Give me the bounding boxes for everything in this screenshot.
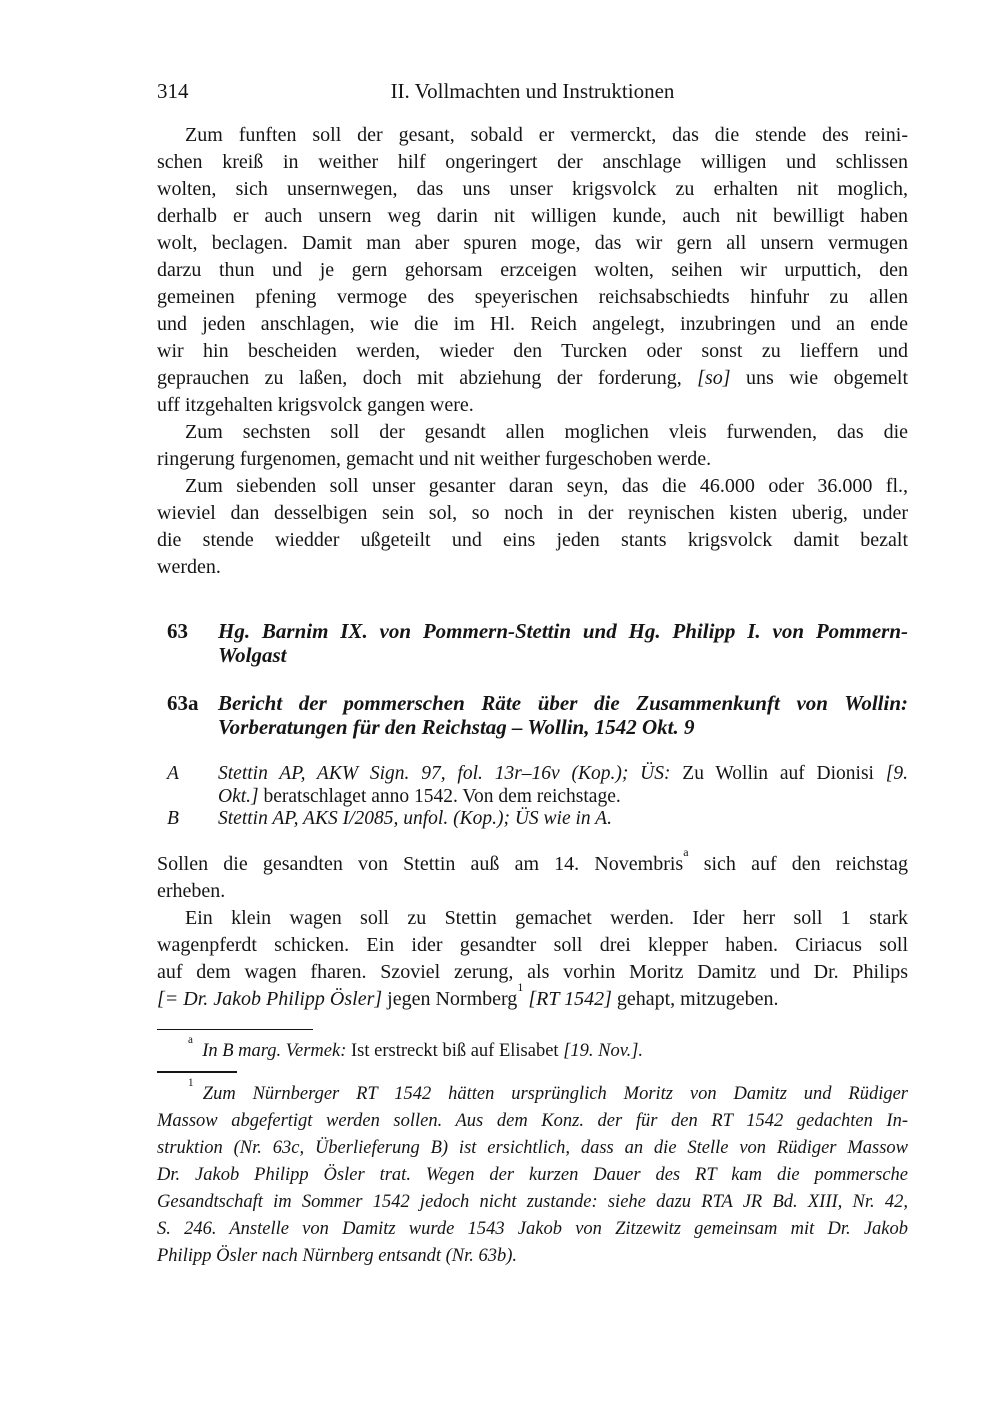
text-line: wolt, beclagen. Damit man aber spuren moge, das wir gern all unsern vermugen xyxy=(157,232,908,254)
text-line: Wolgast xyxy=(218,643,287,667)
text-line: die stende wiedder ußgeteilt und eins jeden stants krigsvolck damit bezalt xyxy=(157,529,908,551)
text-line: darzu thun und je gern gehorsam erzceigen wolten, seihen wir urputtich, den xyxy=(157,259,908,281)
source-list xyxy=(157,763,908,831)
text-line: wagenpferdt schicken. Ein ider gesandter soll drei klepper haben. Ciriacus soll xyxy=(157,933,908,956)
page-number: 314 xyxy=(157,79,189,103)
text-line: Stettin AP, AKW Sign. 97, fol. 13r–16v (Kop.); ÜS: Zu Wollin auf Dionisi [9. xyxy=(218,763,908,784)
text-line: ringerung furgenomen, gemacht und nit weither furgeschoben werde. xyxy=(157,448,712,470)
text-line: und jeden anschlagen, wie die im Hl. Reich angelegt, inzubringen und an ende xyxy=(157,313,908,335)
text-line: Zum sechsten soll der gesandt allen moglichen vleis furwenden, das die xyxy=(185,421,908,443)
text-line: auf dem wagen fharen. Szoviel zerung, als vorhin Moritz Damitz und Dr. Philips xyxy=(157,960,908,983)
text-line: Bericht der pommerschen Räte über die Zusammenkunft von Wollin: xyxy=(218,691,908,715)
text-line: Okt.] beratschlaget anno 1542. Von dem reichstage. xyxy=(218,785,621,807)
section-title xyxy=(218,619,908,667)
report-paragraph-wagen xyxy=(157,905,908,1013)
text-line: wolten, sich unsernwegen, das uns unser krigsvolck zu erhalten nit moglich, xyxy=(157,178,908,200)
instruction-paragraph-sechsten xyxy=(157,419,908,473)
source-siglum: B xyxy=(167,808,179,829)
section-heading-63 xyxy=(157,619,908,667)
section-heading-63a xyxy=(157,691,908,739)
text-line: Massow abgefertigt werden sollen. Aus dem Konz. der für den RT 1542 gedachten In- xyxy=(157,1110,908,1131)
report-text xyxy=(157,844,908,1013)
text-line: Philipp Ösler nach Nürnberg entsandt (Nr. 63b). xyxy=(157,1245,518,1266)
text-line: schen kreiß in weither hilf ongeringert der anschlage willigen und schlissen xyxy=(157,151,908,173)
footnote-number-1 xyxy=(157,1076,908,1270)
text-line: Sollen die gesandten von Stettin auß am 14. Novembris$^a$ sich auf den reichstag xyxy=(157,844,908,875)
text-line: wir hin bescheiden werden, wieder den Turcken oder sonst zu lieffern und xyxy=(157,340,908,362)
footnote-letter-a xyxy=(157,1034,908,1065)
text-block xyxy=(157,78,908,1270)
text-line: Gesandtschaft im Sommer 1542 jedoch nicht zustande: siehe dazu RTA JR Bd. XIII, Nr. 42, xyxy=(157,1191,908,1212)
source-entry-b xyxy=(157,808,908,831)
footnote-separator-number xyxy=(157,1071,237,1073)
source-entry-a xyxy=(157,763,908,808)
section-title xyxy=(218,691,908,739)
running-header xyxy=(157,78,908,105)
text-line: wieviel dan desselbigen sein sol, so noch in der reynischen kisten uberig, under xyxy=(157,502,908,524)
text-line: Vorberatungen für den Reichstag – Wollin, 1542 Okt. 9 xyxy=(218,715,695,739)
instruction-paragraph-funften xyxy=(157,122,908,419)
text-line: geprauchen zu laßen, doch mit abziehung der forderung, [so] uns wie obgemelt xyxy=(157,367,908,389)
text-line: S. 246. Anstelle von Damitz wurde 1543 Jakob von Zitzewitz gemeinsam mit Dr. Jakob xyxy=(157,1218,908,1239)
text-line: Dr. Jakob Philipp Ösler trat. Wegen der kurzen Dauer des RT kam die pommersche xyxy=(157,1164,908,1185)
text-line: werden. xyxy=(157,556,221,578)
section-number: 63a xyxy=(167,691,199,715)
text-line: Zum funften soll der gesant, sobald er vermerckt, das die stende des reini- xyxy=(185,124,908,146)
text-line: $^a$ In B marg. Vermek: Ist erstreckt biß auf Elisabet [19. Nov.]. xyxy=(188,1034,644,1061)
instruction-paragraph-siebenden xyxy=(157,473,908,581)
source-text xyxy=(218,808,908,831)
text-line: struktion (Nr. 63c, Überlieferung B) ist ersichtlich, dass an die Stelle von Rüdiger Massow xyxy=(157,1137,908,1158)
text-line: [= Dr. Jakob Philipp Ösler] jegen Normberg$^1$ [RT 1542] gehapt, mitzugeben. xyxy=(157,979,779,1010)
source-text xyxy=(218,763,908,808)
footnote-separator-letter xyxy=(157,1029,313,1031)
text-line: $^1$ Zum Nürnberger RT 1542 hätten ursprünglich Moritz von Damitz und Rüdiger xyxy=(188,1076,908,1104)
text-line: uff itzgehalten krigsvolck gangen were. xyxy=(157,394,474,416)
text-line: derhalb er auch unsern weg darin nit willigen kunde, auch nit bewilligt haben xyxy=(157,205,908,227)
running-title: II. Vollmachten und Instruktionen xyxy=(390,79,675,103)
text-line: Hg. Barnim IX. von Pommern-Stettin und Hg. Philipp I. von Pommern- xyxy=(218,619,908,643)
text-line: Ein klein wagen soll zu Stettin gemachet werden. Ider herr soll 1 stark xyxy=(185,906,908,929)
text-line: erheben. xyxy=(157,879,226,902)
section-number: 63 xyxy=(167,619,188,643)
source-siglum: A xyxy=(167,763,179,784)
text-line: gemeinen pfening vermoge des speyerischen reichsabschiedts hinfuhr zu allen xyxy=(157,286,908,308)
text-line: Zum siebenden soll unser gesanter daran seyn, das die 46.000 oder 36.000 fl., xyxy=(185,475,908,497)
text-line: Stettin AP, AKS I/2085, unfol. (Kop.); ÜS wie in A. xyxy=(218,808,612,829)
report-paragraph-sollen xyxy=(157,844,908,905)
